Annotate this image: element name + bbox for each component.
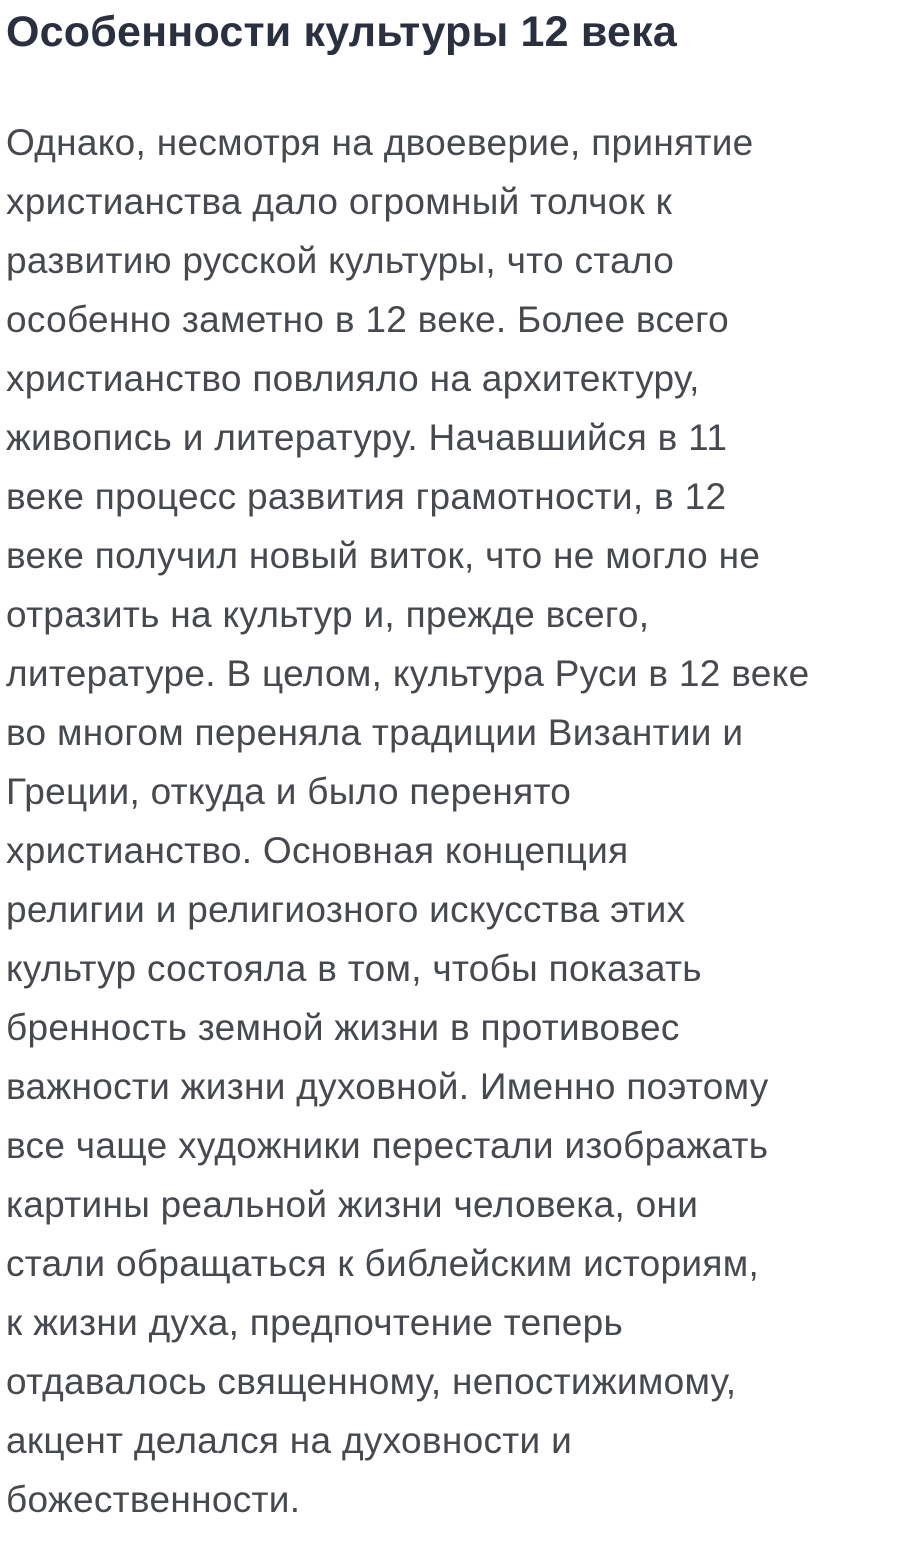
- paragraph-line: религии и религиозного искусства этих: [6, 889, 686, 931]
- paragraph-line: веке процесс развития грамотности, в 12: [6, 476, 727, 518]
- paragraph-line: христианства дало огромный толчок к: [6, 181, 673, 223]
- paragraph-line: веке получил новый виток, что не могло не: [6, 535, 761, 577]
- article-title: Особенности культуры 12 века: [6, 8, 677, 56]
- paragraph-line: развитию русской культуры, что стало: [6, 240, 675, 282]
- paragraph-line: Греции, откуда и было перенято: [6, 771, 572, 813]
- paragraph-line: литературе. В целом, культура Руси в 12 веке: [6, 653, 810, 695]
- paragraph-line: христианство повлияло на архитектуру,: [6, 358, 700, 400]
- article-paragraph: [6, 113, 917, 1529]
- paragraph-line: акцент делался на духовности и: [6, 1420, 573, 1462]
- paragraph-line: стали обращаться к библейским историям,: [6, 1243, 760, 1285]
- paragraph-line: божественности.: [6, 1479, 301, 1521]
- paragraph-line: живопись и литературу. Начавшийся в 11: [6, 417, 728, 459]
- paragraph-line: отдавалось священному, непостижимому,: [6, 1361, 737, 1403]
- paragraph-line: во многом переняла традиции Византии и: [6, 712, 744, 754]
- paragraph-line: важности жизни духовной. Именно поэтому: [6, 1066, 769, 1108]
- paragraph-line: христианство. Основная концепция: [6, 830, 629, 872]
- paragraph-line: особенно заметно в 12 веке. Более всего: [6, 299, 729, 341]
- paragraph-line: картины реальной жизни человека, они: [6, 1184, 699, 1226]
- paragraph-line: к жизни духа, предпочтение теперь: [6, 1302, 624, 1344]
- paragraph-line: культур состояла в том, чтобы показать: [6, 948, 702, 990]
- paragraph-line: отразить на культур и, прежде всего,: [6, 594, 650, 636]
- paragraph-line: все чаще художники перестали изображать: [6, 1125, 769, 1167]
- paragraph-line: Однако, несмотря на двоеверие, принятие: [6, 122, 754, 164]
- paragraph-line: бренность земной жизни в противовес: [6, 1007, 680, 1049]
